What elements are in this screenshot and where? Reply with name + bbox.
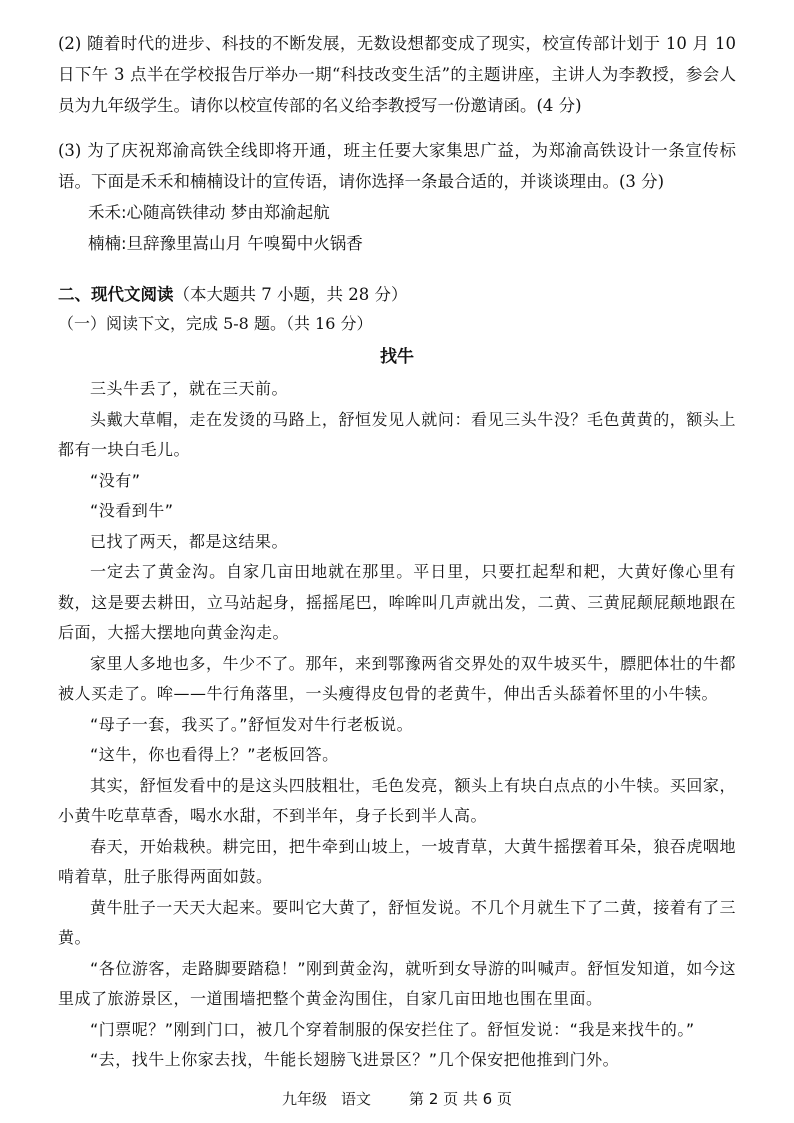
article-body <box>58 374 736 1076</box>
article-paragraph: “各位游客，走路脚要踏稳！”刚到黄金沟，就听到女导游的叫喊声。舒恒发知道，如今这里成了旅游景区，一道围墙把整个黄金沟围住，自家几亩田地也围在里面。 <box>58 958 736 1008</box>
article-paragraph: 家里人多地也多，牛少不了。那年，来到鄂豫两省交界处的双牛坡买牛，膘肥体壮的牛都被人买走了。哞——牛行角落里，一头瘦得皮包骨的老黄牛，伸出舌头舔着怀里的小牛犊。 <box>58 653 736 703</box>
article-paragraph: “门票呢？”刚到门口，被几个穿着制服的保安拦住了。舒恒发说：“我是来找牛的。” <box>90 1019 695 1039</box>
article-paragraph: 一定去了黄金沟。自家几亩田地就在那里。平日里，只要扛起犁和耙，大黄好像心里有数，这是要去耕田，立马站起身，摇摇尾巴，哞哞叫几声就出发，二黄、三黄屁颠屁颠地跟在后面，大摇大摆地向黄金沟走。 <box>58 562 736 642</box>
section-info: （本大题共 7 小题，共 28 分） <box>173 285 408 304</box>
page-footer <box>0 1088 794 1109</box>
article-paragraph: 三头牛丢了，就在三天前。 <box>90 379 289 398</box>
article-paragraph: 黄牛肚子一天天大起来。要叫它大黄了，舒恒发说。不几个月就生下了二黄，接着有了三黄。 <box>58 897 736 947</box>
article-paragraph: “这牛，你也看得上？”老板回答。 <box>90 745 339 764</box>
article-paragraph: “去，找牛上你家去找，牛能长翅膀飞进景区？”几个保安把他推到门外。 <box>90 1050 620 1069</box>
question-3 <box>58 135 736 259</box>
question-2 <box>58 28 736 121</box>
section-heading <box>58 279 736 310</box>
article-paragraph: 其实，舒恒发看中的是这头四肢粗壮，毛色发亮，额头上有块白点点的小牛犊。买回家，小黄牛吃草草香，喝水水甜，不到半年，身子长到半人高。 <box>58 775 736 825</box>
reading-instruction: （一）阅读下文，完成 5-8 题。（共 16 分） <box>58 314 373 333</box>
article-paragraph: “母子一套，我买了。”舒恒发对牛行老板说。 <box>90 714 414 734</box>
article-title: 找牛 <box>380 347 414 367</box>
article-paragraph: 已找了两天，都是这结果。 <box>90 531 289 551</box>
slogan-hehe: 禾禾:心随高铁律动 梦由郑渝起航 <box>88 203 330 222</box>
article-paragraph: 头戴大草帽，走在发烫的马路上，舒恒发见人就问：看见三头牛没？毛色黄黄的，额头上都有一块白毛儿。 <box>58 409 736 459</box>
article-paragraph: “没有” <box>90 470 141 490</box>
footer-subject: 语文 <box>341 1090 372 1108</box>
footer-page-number: 第 2 页 共 6 页 <box>409 1090 512 1108</box>
question-2-text: (2) 随着时代的进步、科技的不断发展，无数设想都变成了现实，校宣传部计划于 10 月 10 日下午 3 点半在学校报告厅举办一期“科技改变生活”的主题讲座，主讲人为李教授，参会人员为九年级学生。请你以校宣传部的名义给李教授写一份邀请函。(4 分) <box>58 34 736 115</box>
footer-grade: 九年级 <box>282 1090 328 1108</box>
article-paragraph: “没看到牛” <box>90 501 174 520</box>
article-paragraph: 春天，开始栽秧。耕完田，把牛牵到山坡上，一坡青草，大黄牛摇摆着耳朵，狼吞虎咽地啃着草，肚子胀得两面如鼓。 <box>58 836 736 886</box>
slogan-nannan: 楠楠:旦辞豫里嵩山月 午嗅蜀中火锅香 <box>88 234 363 253</box>
question-3-text: (3) 为了庆祝郑渝高铁全线即将开通，班主任要大家集思广益，为郑渝高铁设计一条宣传标语。下面是禾禾和楠楠设计的宣传语，请你选择一条最合适的，并谈谈理由。(3 分) <box>58 141 736 191</box>
section-title: 二、现代文阅读 <box>58 285 174 304</box>
